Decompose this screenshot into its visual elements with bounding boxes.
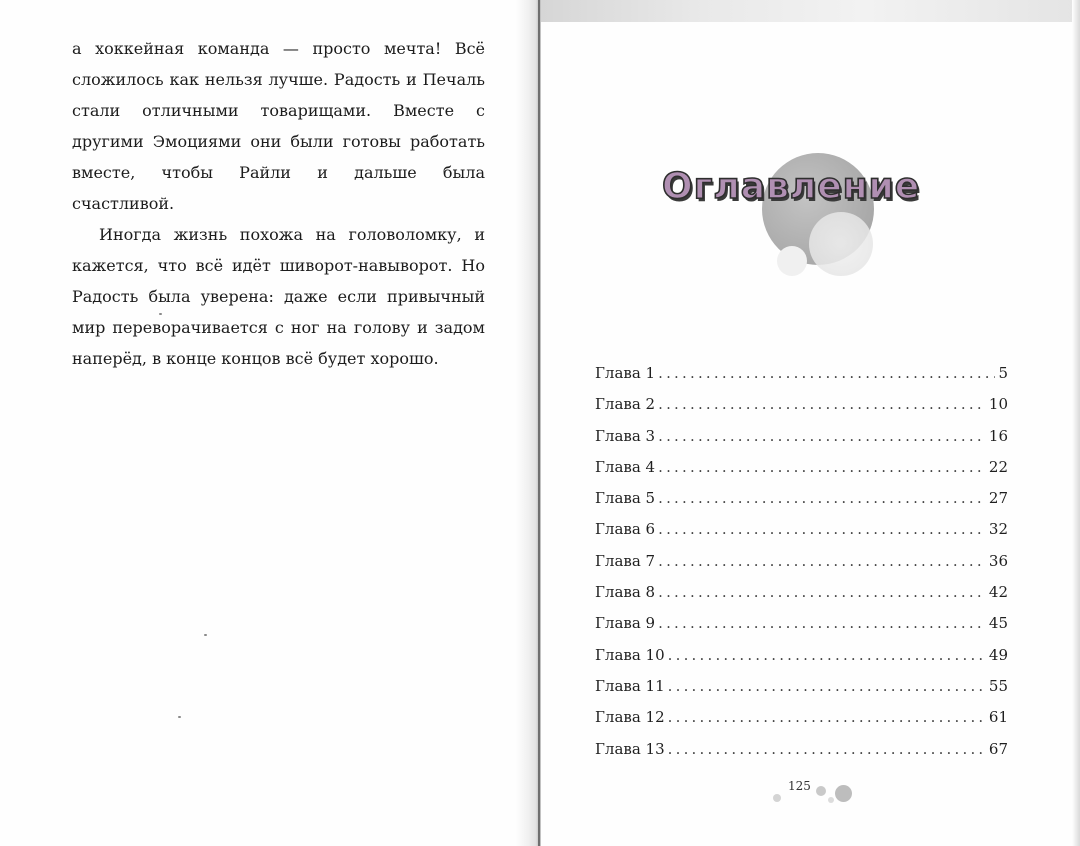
toc-entry-page: 32 — [988, 520, 1008, 539]
toc-dot-leader — [658, 364, 995, 382]
toc-entry-page: 10 — [988, 395, 1008, 414]
toc-entry-label: Глава 5 — [595, 489, 656, 508]
page-number: 125 — [788, 779, 811, 793]
toc-entry-page: 67 — [988, 739, 1008, 758]
toc-entry-label: Глава 3 — [595, 426, 656, 445]
toc-dot-leader — [658, 614, 986, 632]
toc-entry — [595, 677, 1008, 708]
decor-circle-medium — [809, 212, 873, 276]
toc-dot-leader — [658, 395, 986, 413]
toc-entry — [595, 646, 1008, 677]
toc-entry-label: Глава 9 — [595, 614, 656, 633]
toc-entry-label: Глава 6 — [595, 520, 656, 539]
toc-entry-label: Глава 1 — [595, 364, 656, 382]
toc-entry-label: Глава 13 — [595, 739, 665, 758]
toc-entry-page: 36 — [988, 551, 1008, 570]
print-speck — [159, 313, 162, 315]
toc-dot-leader — [668, 646, 986, 664]
toc-dot-leader — [658, 552, 986, 570]
paragraph-1: а хоккейная команда — просто мечта! Всё сложилось как нельзя лучше. Радость и Печаль стали отличными товарищами. Вместе с другими Эмоциями они были готовы работать вместе, чтобы Райли и дальше была счастливой. — [72, 39, 485, 213]
page-top-shadow — [541, 0, 1080, 22]
toc-entry-page: 45 — [988, 614, 1008, 633]
toc-entry-page: 55 — [988, 676, 1008, 695]
decor-circle-small — [777, 246, 807, 276]
folio-dot — [828, 797, 834, 803]
toc-entry-page: 49 — [988, 645, 1008, 664]
toc-entry-label: Глава 7 — [595, 551, 656, 570]
left-page-text — [72, 33, 485, 374]
toc-dot-leader — [668, 740, 986, 758]
toc-entry-label: Глава 2 — [595, 395, 656, 414]
toc-entry — [595, 427, 1008, 458]
folio-dot — [816, 786, 826, 796]
toc-entry — [595, 364, 1008, 395]
toc-entry — [595, 489, 1008, 520]
page-edge — [1072, 0, 1080, 846]
toc-entry — [595, 708, 1008, 739]
folio-dot — [835, 785, 852, 802]
toc-dot-leader — [658, 520, 986, 538]
toc-entry-page: 42 — [988, 583, 1008, 602]
toc-entry-label: Глава 8 — [595, 583, 656, 602]
folio-dot — [773, 794, 781, 802]
toc-entry — [595, 520, 1008, 551]
toc-entry-label: Глава 12 — [595, 708, 665, 727]
toc-entry-label: Глава 11 — [595, 676, 665, 695]
toc-dot-leader — [668, 677, 986, 695]
toc-dot-leader — [658, 427, 986, 445]
toc-dot-leader — [658, 583, 986, 601]
toc-entry-page: 27 — [988, 489, 1008, 508]
left-page — [0, 0, 520, 846]
toc-entry-page: 61 — [988, 708, 1008, 727]
right-page — [541, 0, 1080, 846]
toc-entry — [595, 583, 1008, 614]
print-speck — [204, 634, 207, 636]
toc-dot-leader — [668, 708, 986, 726]
paragraph-2: Иногда жизнь похожа на головоломку, и кажется, что всё идёт шиворот-навыворот. Но Радость была уверена: даже если привычный мир переворачивается с ног на голову и задом наперёд, в конце концов всё будет хорошо. — [72, 225, 485, 368]
toc-entry-label: Глава 10 — [595, 645, 665, 664]
toc-entry — [595, 552, 1008, 583]
toc-entry — [595, 740, 1008, 771]
print-speck — [178, 716, 181, 718]
toc-entry-label: Глава 4 — [595, 457, 656, 476]
toc-entry — [595, 395, 1008, 426]
gutter-shadow-line — [538, 0, 540, 846]
table-of-contents — [595, 364, 1008, 771]
toc-entry-page: 5 — [998, 364, 1008, 382]
toc-entry-page: 22 — [988, 457, 1008, 476]
toc-entry — [595, 458, 1008, 489]
toc-entry — [595, 614, 1008, 645]
toc-entry-page: 16 — [988, 426, 1008, 445]
contents-title: Оглавление — [662, 166, 921, 207]
toc-dot-leader — [658, 489, 986, 507]
toc-dot-leader — [658, 458, 986, 476]
